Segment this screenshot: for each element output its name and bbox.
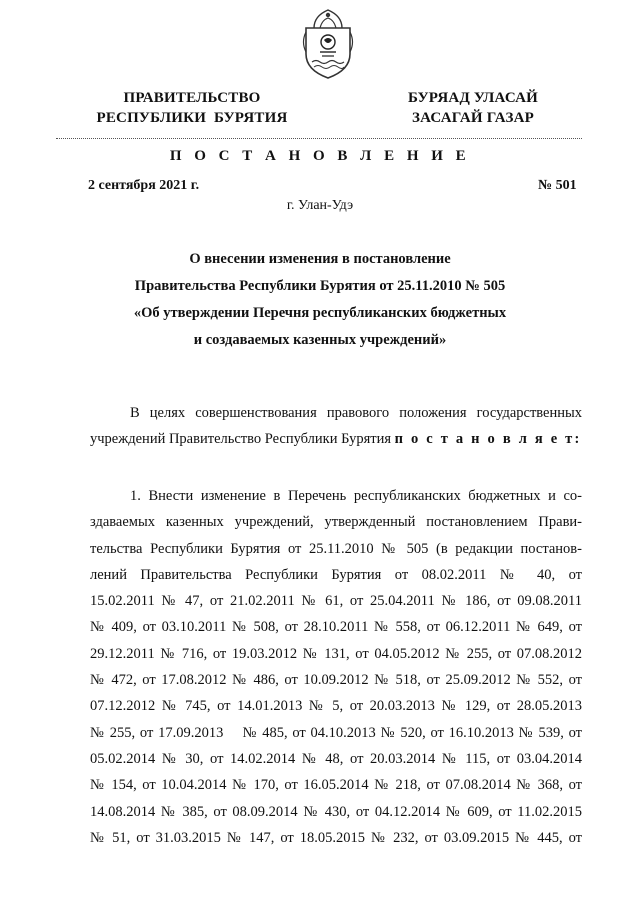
- item-line: № 409, от 03.10.2011 № 508, от 28.10.2011 № 558, от 06.12.2011 № 649, от: [90, 619, 582, 636]
- item-line: № 154, от 10.04.2014 № 170, от 16.05.2014 № 218, от 07.08.2014 № 368, от: [90, 777, 582, 794]
- header-left-line2: РЕСПУБЛИКИ БУРЯТИЯ: [96, 110, 288, 126]
- government-name-russian: [82, 88, 302, 128]
- government-name-buryat: [388, 88, 558, 128]
- item-line: 1. Внести изменение в Перечень республиканских бюджетных и со-: [130, 488, 582, 504]
- header-right-line2: ЗАСАГАЙ ГАЗАР: [412, 110, 534, 126]
- item-line: 07.12.2012 № 745, от 14.01.2013 № 5, от 20.03.2013 № 129, от 28.05.2013: [90, 698, 582, 715]
- item-line: здаваемых казенных учреждений, утвержденный постановлением Прави-: [90, 514, 582, 531]
- subject-line: «Об утверждении Перечня республиканских бюджетных: [133, 305, 507, 321]
- item-line: № 472, от 17.08.2012 № 486, от 10.09.2012 № 518, от 25.09.2012 № 552, от: [90, 672, 582, 689]
- preamble-line: В целях совершенствования правового положения государственных: [130, 405, 582, 421]
- preamble-paragraph: [90, 400, 582, 453]
- item-line: лений Правительства Республики Бурятия от 08.02.2011 № 40, от: [90, 566, 582, 583]
- preamble-line: [90, 426, 582, 452]
- item-line: № 255, от 17.09.2013 № 485, от 04.10.2013 № 520, от 16.10.2013 № 539, от: [90, 724, 582, 741]
- subject-line: О внесении изменения в постановление: [189, 251, 451, 267]
- item-line: № 51, от 31.03.2015 № 147, от 18.05.2015 № 232, от 03.09.2015 № 445, от: [90, 829, 582, 846]
- document-number: № 501: [538, 178, 577, 193]
- document-title: П О С Т А Н О В Л Е Н И Е: [169, 148, 471, 164]
- coat-of-arms-icon: [300, 6, 356, 80]
- item-line: тельства Республики Бурятия от 25.11.2010 № 505 (в редакции постанов-: [90, 540, 582, 557]
- document-date: 2 сентября 2021 г.: [88, 178, 200, 193]
- document-city: г. Улан-Удэ: [286, 198, 354, 213]
- subject-line: Правительства Республики Бурятия от 25.11.2010 № 505: [134, 278, 506, 294]
- preamble-line-text: учреждений Правительство Республики Бурятия: [90, 431, 395, 448]
- item-1-paragraph: [90, 483, 582, 851]
- item-line: 15.02.2011 № 47, от 21.02.2011 № 61, от 25.04.2011 № 186, от 09.08.2011: [90, 593, 582, 610]
- document-subject: [80, 246, 560, 354]
- header-divider: [56, 138, 582, 139]
- header-left-line1: ПРАВИТЕЛЬСТВО: [123, 90, 261, 106]
- resolves-word: п о с т а н о в л я е т:: [394, 431, 582, 448]
- item-line: 29.12.2011 № 716, от 19.03.2012 № 131, от 04.05.2012 № 255, от 07.08.2012: [90, 645, 582, 662]
- item-line: 05.02.2014 № 30, от 14.02.2014 № 48, от 20.03.2014 № 115, от 03.04.2014: [90, 750, 582, 767]
- subject-line: и создаваемых казенных учреждений»: [193, 332, 447, 348]
- header-right-line1: БУРЯАД УЛАСАЙ: [407, 90, 539, 106]
- item-line: 14.08.2014 № 385, от 08.09.2014 № 430, от 04.12.2014 № 609, от 11.02.2015: [90, 803, 582, 820]
